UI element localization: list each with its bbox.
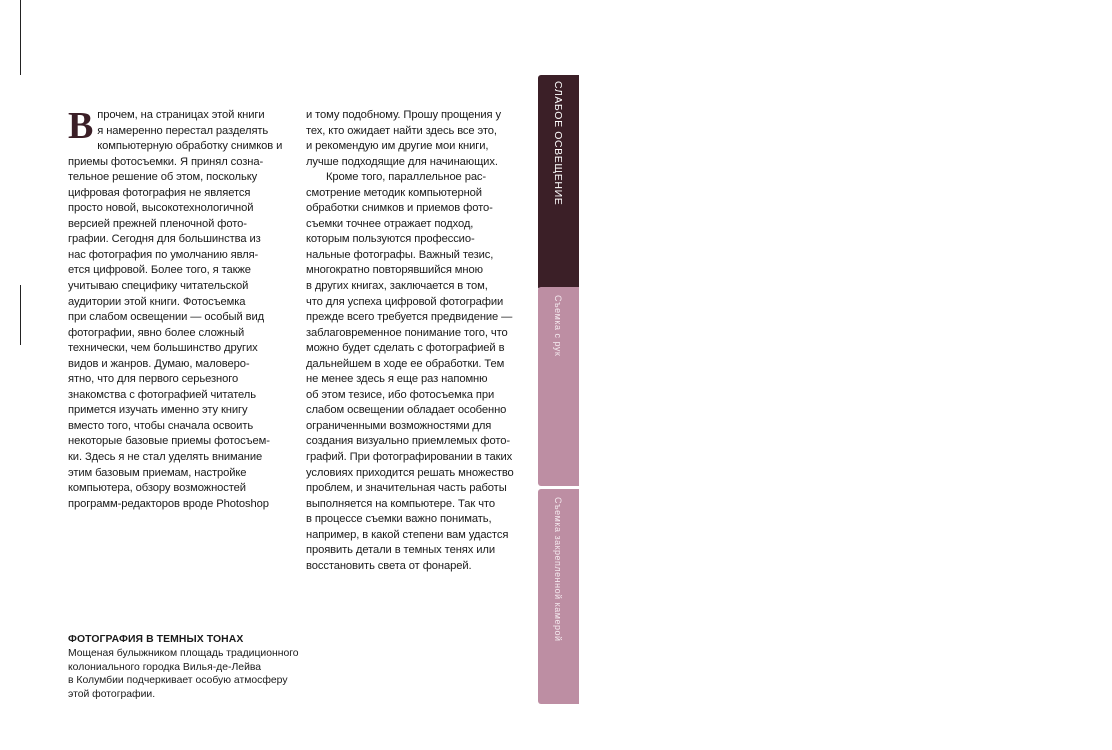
tab-tripod[interactable] bbox=[538, 489, 579, 704]
paragraph: Кроме того, параллельное рас- смотрение методик компьютерной обработки снимков и приемов фото- съемки точнее отражает подход, которым пользуются профессио- нальные фотографы. Важный тезис, многократно повторявшийся мною в других книгах, заключается в том, что для успеха цифровой фотографии прежде всего требуется предвидение — заблаговременное понимание того, что можно будет сделать с фотографией в дальнейшем в ходе ее обработки. Тем не менее здесь я еще раз напомню об этом тезисе, ибо фотосъемка при слабом освещении обладает особенно ограниченными возможностями для создания визуально приемлемых фото- графий. При фотографировании в таких условиях приходится решать множество проблем, и значительная часть работы выполняется на компьютере. Так что в процессе съемки важно понимать, например, в какой степени вам удастся проявить детали в темных тенях или восстановить света от фонарей. bbox=[306, 171, 514, 572]
tab-label: Съемка закрепленной камерой bbox=[553, 497, 563, 642]
crop-mark bbox=[20, 0, 21, 75]
paragraph: прочем, на страницах этой книги я намеренно перестал разделять компьютерную обработку снимков и приемы фотосъемки. Я принял созна- тельное решение об этом, поскольку цифровая фотография не является просто новой, высокотехнологичной версией прежней пленочной фото- графии. Сегодня для большинства из нас фотография по умолчанию явля- ется цифровой. Более того, я также учитываю специфику читательской аудитории этой книги. Фотосъемка при слабом освещении — особый вид фотографии, явно более сложный технически, чем большинство других видов и жанров. Думаю, маловеро- ятно, что для первого серьезного знакомства с фотографией читатель примется изучать именно эту книгу вместо того, чтобы сначала освоить некоторые базовые приемы фотосъем- ки. Здесь я не стал уделять внимание этим базовым приемам, настройке компьютера, обзору возможностей программ-редакторов вроде Photoshop bbox=[68, 109, 283, 510]
tab-label: СЛАБОЕ ОСВЕЩЕНИЕ bbox=[552, 81, 564, 206]
caption-text: Мощеная булыжником площадь традиционного колониального городка Вилья-де-Лейва в Колумбии подчеркивает особую атмосферу этой фотографии. bbox=[68, 647, 299, 701]
caption-title: ФОТОГРАФИЯ В ТЕМНЫХ ТОНАХ bbox=[68, 634, 244, 645]
tab-handheld[interactable] bbox=[538, 287, 579, 486]
tab-label: Съемка с рук bbox=[553, 295, 563, 357]
photo-caption bbox=[68, 633, 308, 702]
paragraph: и тому подобному. Прошу прощения у тех, кто ожидает найти здесь все это, и рекомендую им другие мои книги, лучше подходящие для начинающих. bbox=[306, 109, 501, 168]
page-number: 7 bbox=[1082, 343, 1112, 363]
right-column bbox=[306, 108, 534, 574]
crop-mark bbox=[20, 285, 21, 345]
drop-cap: В bbox=[68, 105, 94, 147]
left-column bbox=[68, 105, 296, 512]
